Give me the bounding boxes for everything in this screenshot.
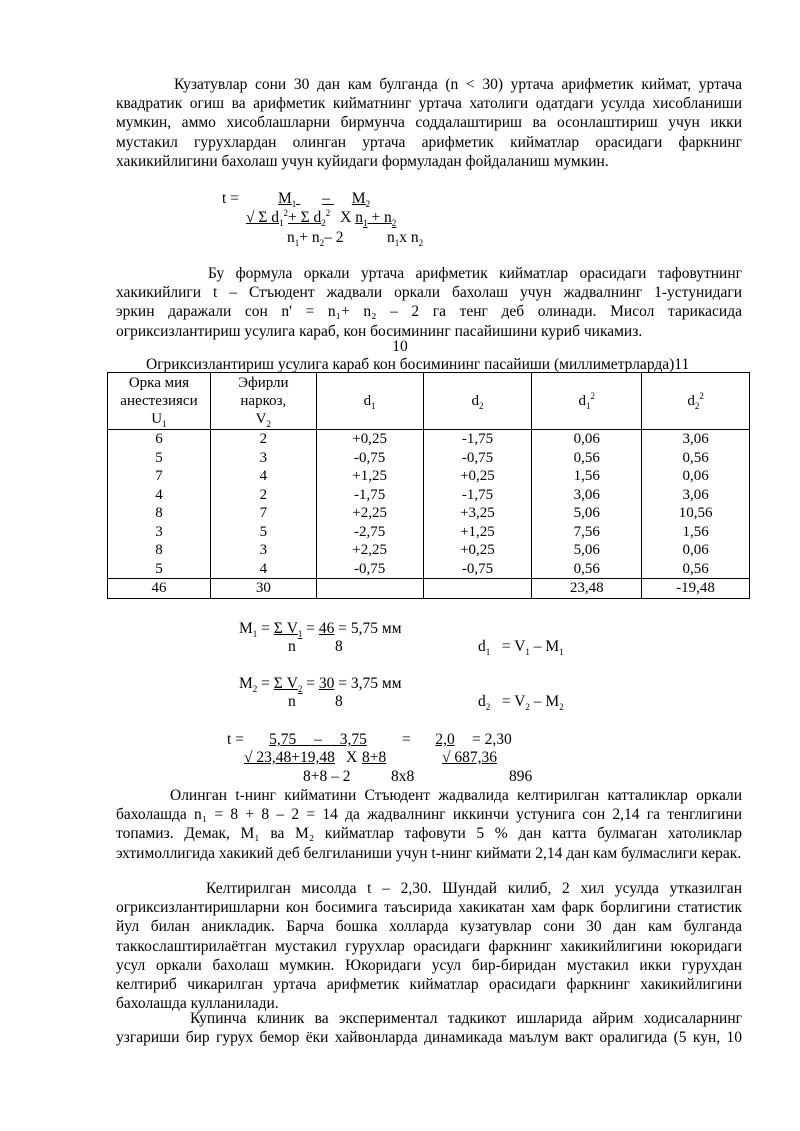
total-cell: -19,48: [642, 579, 750, 599]
page-number: 10: [392, 338, 408, 355]
table-cell: 7,56: [532, 523, 642, 542]
total-cell: 46: [108, 579, 211, 599]
table-cell: +0,25: [316, 430, 423, 449]
paragraph-3-line-1: Олинган t-нинг кийматини Стъюдент жадвалида келтирилган катталиклар оркали: [170, 787, 742, 804]
table-cell: 3: [210, 541, 316, 560]
table-cell: 4: [108, 486, 211, 505]
table-cell: -2,75: [316, 523, 423, 542]
table-cell: 0,56: [532, 449, 642, 468]
table-cell: 3: [210, 449, 316, 468]
formula-t-numerator: $M_1 - M_2$: [278, 190, 371, 210]
table-cell: 2: [210, 430, 316, 449]
table-row: [108, 467, 750, 486]
paragraph-2-line-1: Бу формула оркали уртача арифметик кийматлар орасидаги тафовутнинг: [208, 265, 742, 282]
table-cell: 1,56: [532, 467, 642, 486]
table-title: Огриксизлантириш усулига караб кон босимининг пасайиши (миллиметрларда)11: [146, 356, 690, 373]
table-cell: 5: [108, 560, 211, 579]
paragraph-5: [116, 1009, 742, 1047]
table-cell: 3: [108, 523, 211, 542]
table-cell: 0,56: [642, 449, 750, 468]
formula-t-denominator-right: $n_1x$ $n_2$: [387, 229, 424, 249]
table-cell: 5: [210, 523, 316, 542]
table-cell: +3,25: [423, 504, 532, 523]
paragraph-1-body: квадратик огиш ва арифметик кийматнинг уртача хатолиги одатдаги усулда хисобланиши мумкин, аммо хисоблашларни бирмунча соддалаштириш ва осонлаштириш учун икки мустакил гурухлардан олинган уртача арифметик кийматлар орасидаги фаркнинг хакикийлигини бахолаш учун куйидаги формуладан фойдаланиш мумкин.: [116, 95, 742, 170]
table-cell: 0,56: [532, 560, 642, 579]
table-cell: 1,56: [642, 523, 750, 542]
header-d2: $d_2$: [423, 373, 532, 430]
table-cell: 3,06: [642, 486, 750, 505]
table-cell: 0,06: [532, 430, 642, 449]
table-cell: 5,06: [532, 541, 642, 560]
paragraph-3-body: бахолашда n₁ = 8 + 8 – 2 = 14 да жадвалнинг иккинчи устунига сон 2,14 га тенглигини топамиз. Демак, M₁ ва M₂ кийматлар тафовути 5 % дан катта булмаган хатоликлар эхтимоллигида хакикий деб белгиланиши учун t-нинг киймати 2,14 дан кам булмаслиги керак.: [116, 806, 742, 862]
header-d1: $d_1$: [316, 373, 423, 430]
table-cell: 8: [108, 541, 211, 560]
table-cell: +2,25: [316, 504, 423, 523]
table-cell: 2: [210, 486, 316, 505]
table-cell: 7: [210, 504, 316, 523]
table-cell: +0,25: [423, 541, 532, 560]
table-cell: 5,06: [532, 504, 642, 523]
paragraph-5-line-2: узгариши бир гурух бемор ёки хайвонларда динамикада маълум вакт оралигида (5 кун, 10: [116, 1029, 742, 1047]
paragraph-2-line-3: эркин даражали сон n' = n₁+ n₂ – 2 га тенг деб олинади. Мисол тарикасида: [116, 303, 742, 321]
table-row: [108, 430, 750, 449]
paragraph-2: [116, 264, 742, 341]
total-cell: 23,48: [532, 579, 642, 599]
table-cell: +1,25: [316, 467, 423, 486]
table-cell: +1,25: [423, 523, 532, 542]
table-cell: 8: [108, 504, 211, 523]
table-cell: 4: [210, 467, 316, 486]
data-table: [107, 372, 750, 599]
table-total-row: [108, 579, 750, 599]
table-cell: -0,75: [316, 560, 423, 579]
d1-definition: $d_1$ = $V_1 - M_1$: [478, 638, 564, 658]
header-v2: Эфирли наркоз, $V_2$: [210, 373, 316, 430]
table-body: [108, 430, 750, 579]
table-cell: 10,56: [642, 504, 750, 523]
table-cell: 0,06: [642, 541, 750, 560]
paragraph-4-body: огриксизлантиришларни кон босимига таъсирида хакикатан хам фарк борлигини статистик йул билан аникладик. Барча бошка холларда кузатувлар сони 30 дан кам булганда таккослаштирилаётган мустакил гурухлар орасидаги фаркнинг хакикийлигини юкоридаги усул оркали бахолаш мумкин. Юкоридаги усул бир-биридан мустакил икки гурухдан келтириб чикарилган уртача арифметик кийматлар орасидаги фаркнинг хакикийлигини бахолашда кулланилади.: [116, 899, 742, 1013]
paragraph-2-line-2: хакикийлиги t – Стъюдент жадвали оркали бахолаш учун жадвалнинг 1-устунидаги: [116, 284, 742, 302]
table-row: [108, 449, 750, 468]
table-cell: 5: [108, 449, 211, 468]
table-row: [108, 541, 750, 560]
table-cell: 6: [108, 430, 211, 449]
table-cell: -1,75: [423, 486, 532, 505]
table-cell: -0,75: [423, 449, 532, 468]
d2-definition: $d_2$ = $V_2 - M_2$: [478, 693, 564, 713]
header-d1-squared: $d_1^2$: [532, 373, 642, 430]
table-cell: 3,06: [532, 486, 642, 505]
paragraph-5-line-1: Купинча клиник ва экспериментал тадкикот ишларида айрим ходисаларнинг: [190, 1010, 742, 1027]
header-d2-squared: $d_2^2$: [642, 373, 750, 430]
formula-t-denominator-left: $n_1+ n_2-$ 2: [287, 229, 344, 249]
table-row: [108, 486, 750, 505]
table-cell: 0,56: [642, 560, 750, 579]
table-row: [108, 523, 750, 542]
table-cell: -0,75: [316, 449, 423, 468]
table-cell: -0,75: [423, 560, 532, 579]
table-row: [108, 560, 750, 579]
paragraph-3: [116, 786, 742, 863]
total-cell: 30: [210, 579, 316, 599]
table-cell: -1,75: [316, 486, 423, 505]
total-cell: [316, 579, 423, 599]
paragraph-1: [116, 75, 742, 171]
table-cell: 3,06: [642, 430, 750, 449]
table-row: [108, 504, 750, 523]
paragraph-4: [116, 879, 742, 1013]
formula-t-sqrt: √ Σ $d_1^2+ \Sigma$ $d_2^2$ X $n_1 + n_2$: [246, 207, 397, 229]
table-cell: 7: [108, 467, 211, 486]
table-cell: +0,25: [423, 467, 532, 486]
formula-t-label: t =: [222, 190, 239, 207]
table-cell: 4: [210, 560, 316, 579]
total-cell: [423, 579, 532, 599]
paragraph-2-line-4: огриксизлантириш усулига караб, кон босимининг пасайишини куриб чикамиз.: [116, 322, 643, 340]
table-header-row: [108, 373, 750, 430]
table-cell: -1,75: [423, 430, 532, 449]
paragraph-1-line-1: Кузатувлар сони 30 дан кам булганда (n < 30) уртача арифметик киймат, уртача: [174, 76, 742, 93]
table-cell: 0,06: [642, 467, 750, 486]
paragraph-4-line-1: Келтирилган мисолда t – 2,30. Шундай килиб, 2 хил усулда утказилган: [206, 880, 742, 897]
table-cell: +2,25: [316, 541, 423, 560]
header-u1: Орка мия анестезияси $U_1$: [108, 373, 211, 430]
